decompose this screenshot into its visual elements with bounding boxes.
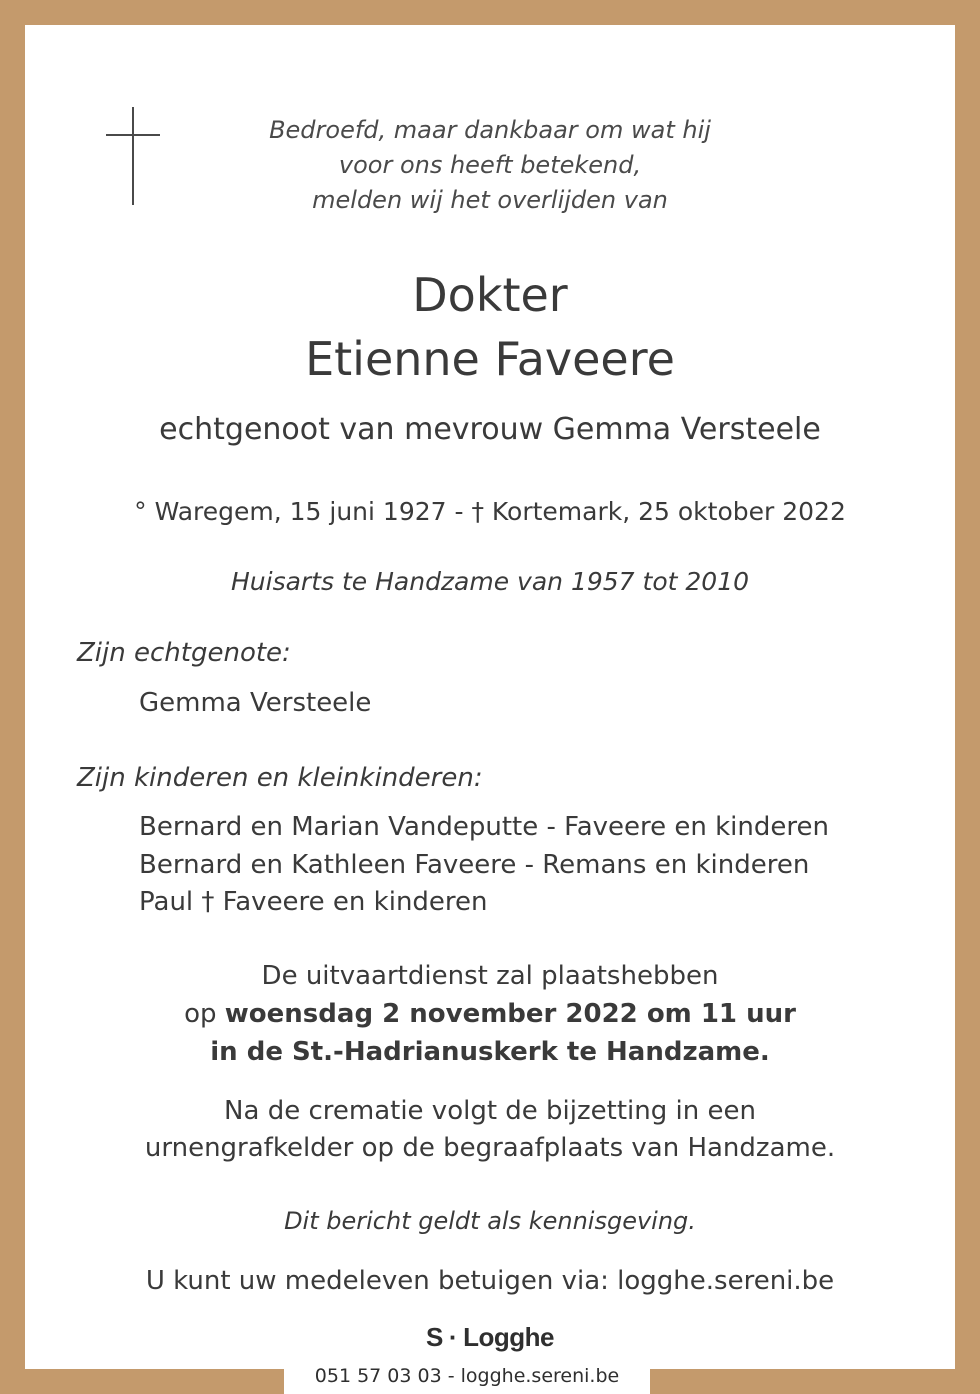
list-item: Bernard en Marian Vandeputte - Faveere en kinderen (139, 812, 829, 842)
cremation-info (25, 1093, 955, 1167)
deceased-title: Dokter (412, 268, 568, 322)
footer-contact (284, 1362, 650, 1394)
obituary-card (25, 25, 955, 1369)
funeral-info (25, 957, 955, 1071)
children-list (139, 809, 829, 922)
funeral-line-1: De uitvaartdienst zal plaatshebben (261, 961, 719, 991)
footer-contact-text: 051 57 03 03 - logghe.sereni.be (314, 1365, 620, 1387)
spouse-name: Gemma Versteele (139, 688, 372, 718)
spouse-label: Zijn echtgenote: (77, 638, 291, 668)
notice-text: Dit bericht geldt als kennisgeving. (284, 1207, 696, 1235)
logo-dot: · (448, 1322, 458, 1352)
list-item: Bernard en Kathleen Faveere - Remans en kinderen (139, 849, 810, 880)
logo-name: Logghe (463, 1322, 554, 1352)
intro-line-1: Bedroefd, maar dankbaar om wat hij (269, 116, 711, 144)
logo-letter: S (426, 1322, 443, 1352)
intro-line-3: melden wij het overlijden van (312, 186, 668, 214)
cremation-line-2: urnengrafkelder op de begraafplaats van Handzame. (144, 1133, 836, 1163)
deceased-name: Etienne Faveere (305, 332, 675, 386)
children-label: Zijn kinderen en kleinkinderen: (77, 763, 483, 793)
funeral-line-2 (25, 995, 955, 1033)
funeral-line-3 (25, 1033, 955, 1071)
funeral-date-time: woensdag 2 november 2022 om 11 uur (224, 999, 796, 1029)
list-item: Paul † Faveere en kinderen (139, 887, 488, 917)
occupation: Huisarts te Handzame van 1957 tot 2010 (230, 567, 750, 596)
condolence-text: U kunt uw medeleven betuigen via: logghe.sereni.be (145, 1266, 835, 1296)
intro-text (25, 113, 955, 218)
funeral-line-2-prefix: op (184, 999, 225, 1029)
spouse-line: echtgenoot van mevrouw Gemma Versteele (159, 412, 821, 447)
intro-line-2: voor ons heeft betekend, (338, 151, 642, 179)
funeral-location: in de St.-Hadrianuskerk te Handzame. (210, 1037, 770, 1067)
deceased-heading (25, 263, 955, 391)
cremation-line-1: Na de crematie volgt de bijzetting in een (224, 1096, 756, 1126)
funeral-home-logo (0, 1322, 980, 1352)
birth-death-dates: ° Waregem, 15 juni 1927 - † Kortemark, 25 oktober 2022 (134, 497, 846, 526)
